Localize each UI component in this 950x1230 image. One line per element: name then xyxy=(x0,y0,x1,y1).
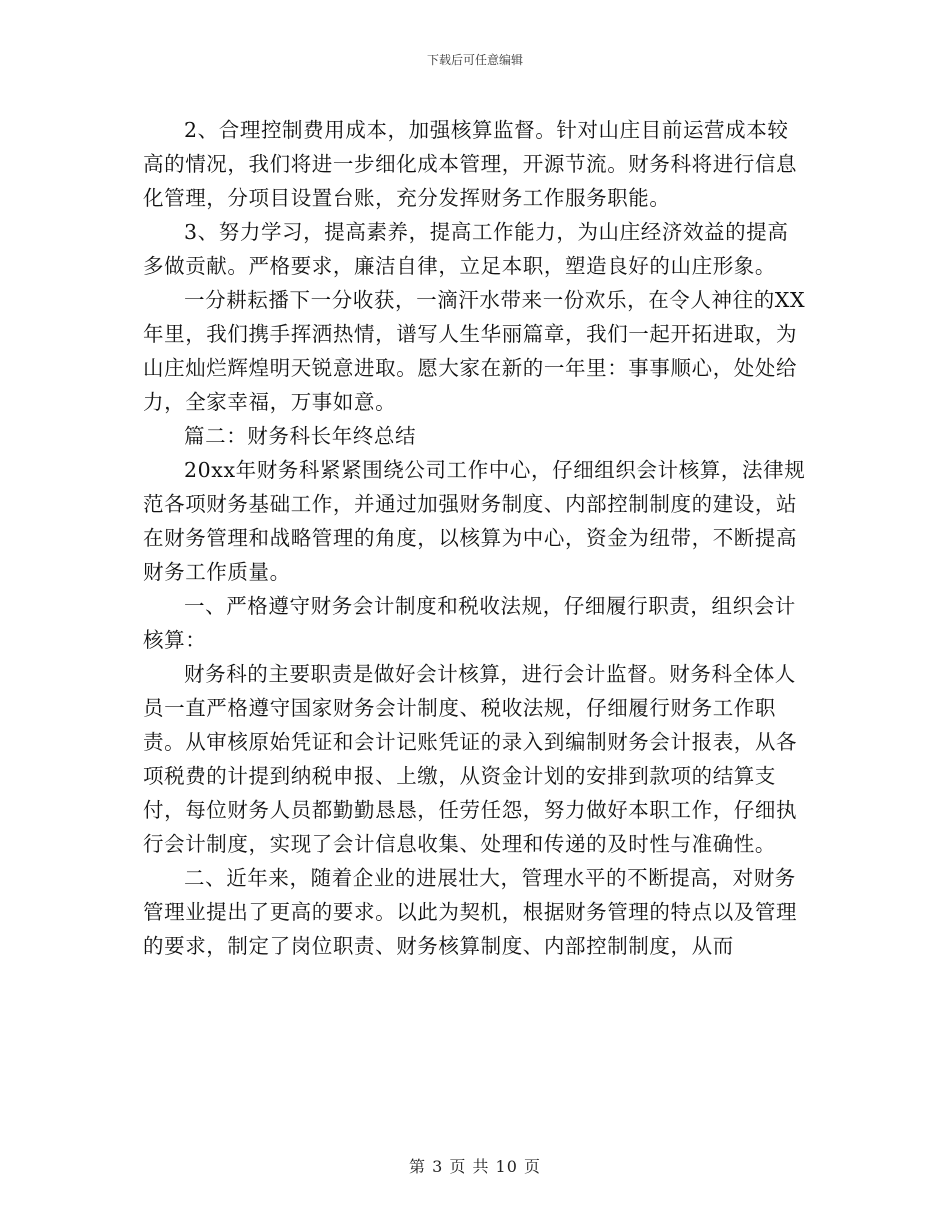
paragraph-cost-control: 2、合理控制费用成本，加强核算监督。针对山庄目前运营成本较高的情况，我们将进一步细化成本管理，开源节流。财务科将进行信息化管理，分项目设置台账，充分发挥财务工作服务职能。 xyxy=(143,118,798,210)
page-header: 下载后可任意编辑 xyxy=(426,53,523,67)
heading-accounting-rules: 一、严格遵守财务会计制度和税收法规，仔细履行职责，组织会计核算： xyxy=(143,594,796,652)
paragraph-duties: 财务科的主要职责是做好会计核算，进行会计监督。财务科全体人员一直严格遵守国家财务会计制度、税收法规，仔细履行财务工作职责。从审核原始凭证和会计记账凭证的录入到编制财务会计报表，从各项税费的计提到纳税申报、上缴，从资金计划的安排到款项的结算支付，每位财务人员都勤勤恳恳，任劳任怨，努力做好本职工作，仔细执行会计制度，实现了会计信息收集、处理和传递的及时性与准确性。 xyxy=(143,662,798,856)
page-number: 第 3 页 共 10 页 xyxy=(409,1157,541,1176)
section-title: 篇二：财务科长年终总结 xyxy=(184,424,417,448)
paragraph-closing-wishes: 一分耕耘播下一分收获，一滴汗水带来一份欢乐，在令人神往的XX年里，我们携手挥洒热情，谱写人生华丽篇章，我们一起开拓进取，为山庄灿烂辉煌明天锐意进取。愿大家在新的一年里：事事顺心，处处给力，全家幸福，万事如意。 xyxy=(143,288,806,414)
document-body xyxy=(143,113,808,963)
paragraph-management: 二、近年来，随着企业的进展壮大，管理水平的不断提高，对财务管理业提出了更高的要求。以此为契机，根据财务管理的特点以及管理的要求，制定了岗位职责、财务核算制度、内部控制制度，从而 xyxy=(143,866,798,958)
paragraph-study: 3、努力学习，提高素养，提高工作能力，为山庄经济效益的提高多做贡献。严格要求，廉洁自律，立足本职，塑造良好的山庄形象。 xyxy=(143,220,789,278)
paragraph-summary-intro: 20xx年财务科紧紧围绕公司工作中心，仔细组织会计核算，法律规范各项财务基础工作，并通过加强财务制度、内部控制制度的建设，站在财务管理和战略管理的角度，以核算为中心，资金为纽带，不断提高财务工作质量。 xyxy=(143,458,806,584)
